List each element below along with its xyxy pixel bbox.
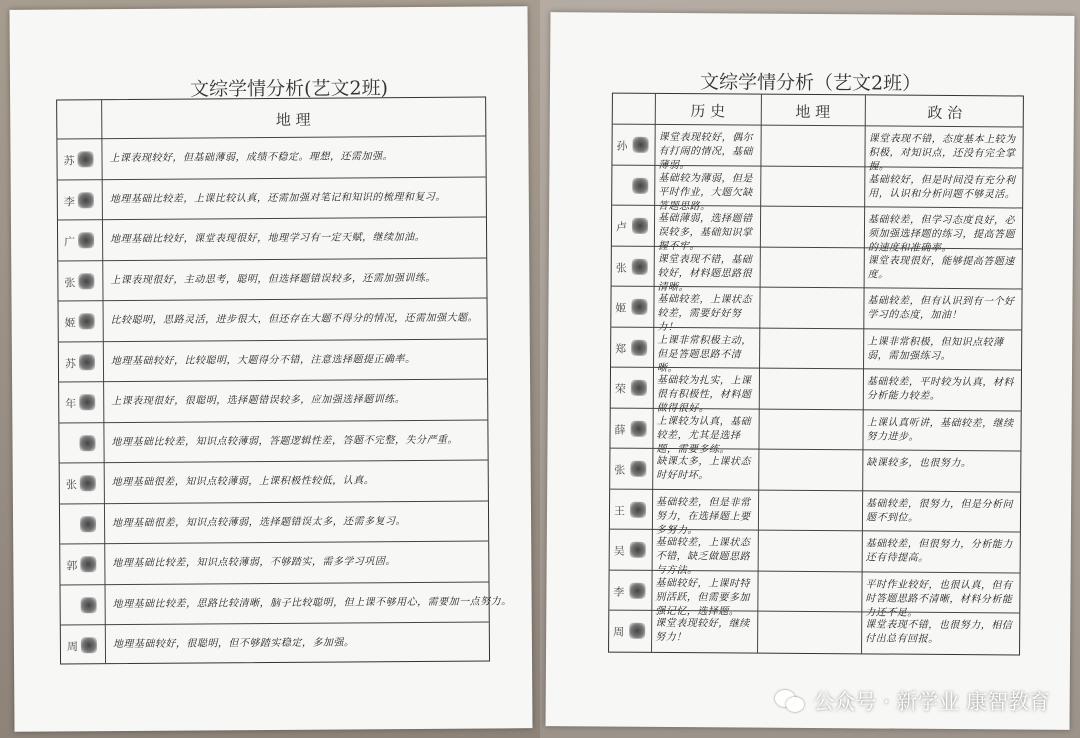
redacted-name-blur <box>80 475 96 491</box>
teacher-comment: 上课表现很好，主动思考，聪明，但选择题错误较多，还需加强训练。 <box>110 272 436 286</box>
student-name: 李 <box>63 194 75 208</box>
column-header-geography: 地 理 <box>275 110 311 129</box>
redacted-name-blur <box>81 637 97 653</box>
wechat-icon <box>775 688 805 714</box>
redacted-name-blur <box>629 582 645 598</box>
redacted-name-blur <box>78 192 94 208</box>
table-row <box>611 326 1021 374</box>
teacher-comment: 地理基础比较差，思路比较清晰，脑子比较聪明，但上课不够用心，需要加一点努力。 <box>112 595 512 610</box>
redacted-name-blur <box>80 556 96 572</box>
sheet-title: 文综学情分析(艺文2班) <box>189 77 389 101</box>
student-name: 年 <box>65 397 77 411</box>
student-name: 周 <box>613 625 625 639</box>
politics-comment: 基础较差，很努力，但是分析问题不到位。 <box>865 497 1014 524</box>
table-row <box>611 367 1021 415</box>
table-row <box>58 216 486 259</box>
table-row <box>610 407 1020 455</box>
history-comment: 课堂表现较好，偶尔有打闹的情况，基础薄弱。 <box>658 131 754 172</box>
redacted-name-blur <box>631 299 647 315</box>
redacted-name-blur <box>631 420 647 436</box>
student-name: 姬 <box>64 316 76 330</box>
student-name: 张 <box>64 275 76 289</box>
student-name: 郑 <box>615 342 627 356</box>
teacher-comment: 地理基础较好，比较聪明，大题得分不错，注意选择题提正确率。 <box>110 353 416 367</box>
student-name: 薛 <box>614 423 626 437</box>
politics-comment: 基础较差，但学习态度良好，必须加强选择题的练习，提高答题的速度和准确率。 <box>867 214 1016 254</box>
paper-sheet-right <box>546 12 1075 730</box>
student-name: 李 <box>613 585 625 599</box>
table-row <box>59 338 487 381</box>
history-comment: 课堂表现不错，基础较好，材料题思路很清晰。 <box>657 253 753 293</box>
column-header-politics: 政 治 <box>927 103 963 123</box>
redacted-name-blur <box>79 354 95 370</box>
history-comment: 基础较差，上课状态不错，缺乏做题思路与方法。 <box>655 536 751 577</box>
table-row <box>612 245 1022 293</box>
history-comment: 基础较差，上课状态较差，需要好好努力！ <box>657 293 753 334</box>
redacted-name-blur <box>632 258 648 274</box>
table-row <box>609 569 1019 619</box>
analysis-table <box>608 93 1024 656</box>
analysis-table <box>56 96 512 664</box>
history-comment: 上课较为认真，基础较差，尤其是选择题，需要多练。 <box>656 415 752 455</box>
student-name: 姬 <box>615 301 627 315</box>
politics-comment: 平时作业较好，也很认真，但有时答题思路不清晰，材料分析能力还不足。 <box>865 578 1013 619</box>
sheet-title: 文综学情分析（艺文2班） <box>699 71 922 95</box>
student-name: 苏 <box>63 154 75 168</box>
table-row <box>59 378 487 421</box>
redacted-name-blur <box>632 218 648 234</box>
politics-comment: 上课非常积极，但知识点较薄弱，需加强练习。 <box>867 335 1004 362</box>
politics-comment: 基础较差，平时较为认真，材料分析能力较差。 <box>866 376 1014 402</box>
table-row <box>59 297 487 340</box>
student-name: 吴 <box>613 544 625 558</box>
redacted-name-blur <box>79 435 95 451</box>
redacted-name-blur <box>633 137 649 153</box>
student-name: 张 <box>65 478 77 492</box>
history-comment: 基础薄弱，选择题错误较多，基础知识掌握不牢。 <box>657 212 753 253</box>
table-row <box>61 621 489 664</box>
politics-comment: 基础较差，但有认识到有一个好学习的态度，加油！ <box>867 295 1015 322</box>
politics-comment: 课堂表现不错，态度基本上较为积极，对知识点，还没有完全掌握。 <box>868 133 1016 173</box>
table-row <box>612 124 1022 173</box>
student-name: 王 <box>613 504 626 518</box>
redacted-name-blur <box>631 380 647 396</box>
table-row <box>60 500 488 543</box>
history-comment: 基础较为扎实，上课很有积极性，材料题做得很好。 <box>656 374 752 415</box>
student-name: 张 <box>614 463 626 477</box>
teacher-comment: 地理基础较好，很聪明，但不够踏实稳定，多加强。 <box>112 637 355 651</box>
column-header-geography: 地 理 <box>795 102 831 122</box>
student-name: 广 <box>64 235 76 249</box>
table-row <box>612 205 1022 254</box>
redacted-name-blur <box>78 232 94 248</box>
teacher-comment: 地理基础比较差，知识点较薄弱，不够踏实，需多学习巩固。 <box>112 556 396 570</box>
redacted-name-blur <box>78 273 94 289</box>
table-row <box>60 459 488 502</box>
teacher-comment: 地理基础很差，知识点较薄弱，上课积极性较低，认真。 <box>111 475 375 489</box>
student-name: 周 <box>66 640 78 654</box>
table-row <box>611 286 1021 334</box>
table-row <box>59 419 487 462</box>
table-row <box>57 135 485 178</box>
table-row <box>610 448 1020 491</box>
history-comment: 基础较为薄弱，但是平时作业，大题欠缺答题思路。 <box>658 172 753 212</box>
table-row <box>610 488 1020 536</box>
table-row <box>58 176 486 219</box>
watermark-text: 公众号 · 新学业 康智教育 <box>813 690 1050 714</box>
student-name: 孙 <box>616 139 628 153</box>
history-comment: 缺课太多，上课状态时好时坏。 <box>656 455 751 482</box>
table-row <box>612 164 1022 212</box>
teacher-comment: 上课表现较好，但基础薄弱，成绩不稳定。理想，还需加强。 <box>109 151 394 165</box>
paper-sheet-left <box>9 6 532 732</box>
redacted-name-blur <box>630 542 646 558</box>
politics-comment: 课堂表现不错，也很努力，相信付出总有回报。 <box>865 619 1013 645</box>
redacted-name-blur <box>79 394 95 410</box>
student-name: 苏 <box>64 356 77 370</box>
redacted-name-blur <box>81 597 97 613</box>
history-comment: 基础较差，但是非常努力，在选择题上要多努力。 <box>655 496 751 536</box>
redacted-name-blur <box>630 461 646 477</box>
teacher-comment: 地理基础比较好，课堂表现很好，地理学习有一定天赋，继续加油。 <box>110 231 426 246</box>
redacted-name-blur <box>631 339 647 355</box>
history-comment: 课堂表现较好，继续努力！ <box>655 617 750 644</box>
redacted-name-blur <box>80 516 96 532</box>
redacted-name-blur <box>79 313 95 329</box>
teacher-comment: 地理基础比较差，上课比较认真，还需加强对笔记和知识的梳理和复习。 <box>109 191 446 205</box>
politics-comment: 基础较差，但很努力，分析能力还有待提高。 <box>865 538 1013 564</box>
table-row <box>58 257 486 300</box>
teacher-comment: 比较聪明，思路灵活，进步很大，但还存在大题不得分的情况，还需加强大题。 <box>110 312 479 327</box>
watermark <box>775 686 1050 716</box>
politics-comment: 缺课较多，也很努力。 <box>866 457 972 470</box>
student-name: 卢 <box>615 220 628 234</box>
history-comment: 上课非常积极主动，但是答题思路不清晰。 <box>656 334 752 374</box>
teacher-comment: 地理基础比较差，知识点较薄弱，答题逻辑性差，答题不完整，失分严重。 <box>111 434 459 448</box>
table-row <box>60 581 512 624</box>
politics-comment: 课堂表现很好，能够提高答题速度。 <box>867 254 1015 281</box>
redacted-name-blur <box>629 623 645 639</box>
history-comment: 基础较好，上课时特别活跃，但需要多加强记忆，选择题。 <box>655 577 751 618</box>
table-row <box>610 529 1020 577</box>
student-name: 郭 <box>66 559 78 573</box>
table-row <box>609 610 1019 653</box>
teacher-comment: 地理基础很差，知识点较薄弱，选择题错误太多，还需多复习。 <box>112 515 407 529</box>
politics-comment: 上课认真听讲，基础较差，继续努力进步。 <box>866 416 1014 443</box>
redacted-name-blur <box>632 177 648 193</box>
teacher-comment: 上课表现很好，很聪明，选择题错误较多，应加强选择题训练。 <box>111 394 406 408</box>
politics-comment: 基础较好，但是时间没有充分利用，认识和分析问题不够灵活。 <box>868 173 1016 200</box>
redacted-name-blur <box>630 501 646 517</box>
table-row <box>60 540 488 583</box>
student-name: 荣 <box>614 382 626 396</box>
column-header-history: 历 史 <box>690 102 726 121</box>
redacted-name-blur <box>77 151 93 167</box>
student-name: 张 <box>615 261 627 275</box>
